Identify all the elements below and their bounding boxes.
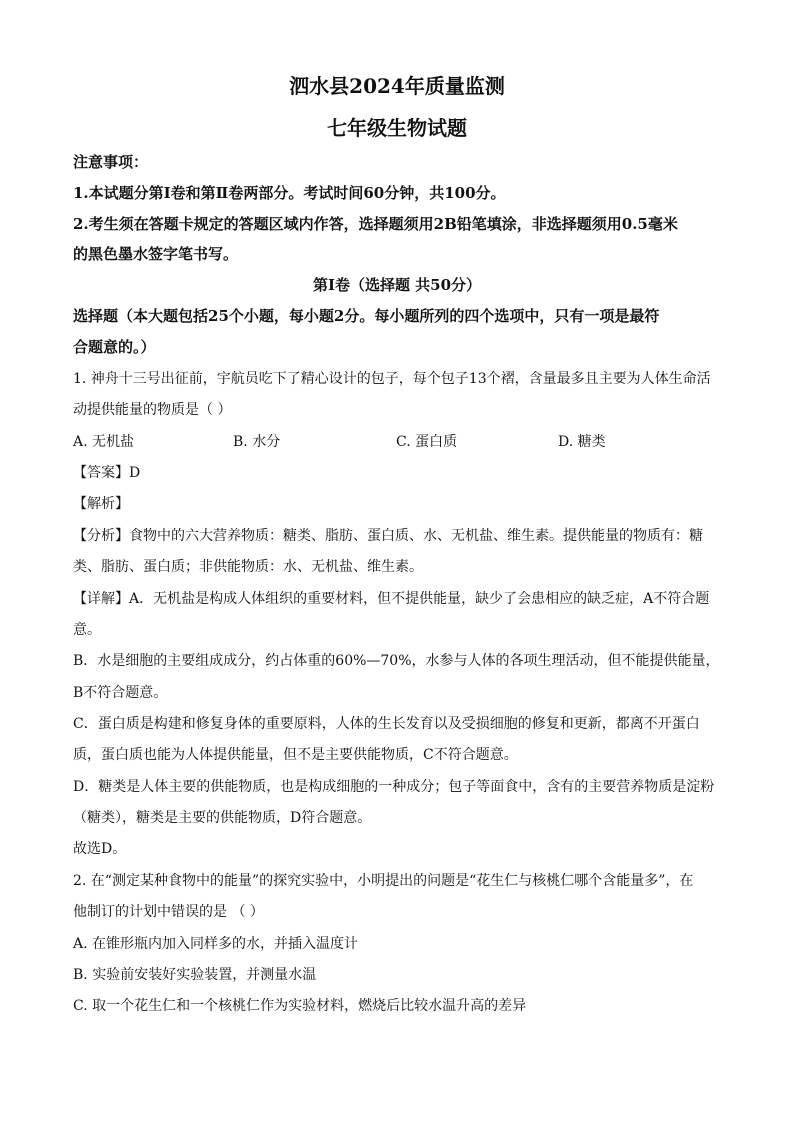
q1-stem-line1: 1. 神舟十三号出征前，宇航员吃下了精心设计的包子，每个包子13个褶，含量最多且主要为人体生命活 (73, 371, 711, 387)
q1-detail-d-line1: D．糖类是人体主要的供能物质，也是构成细胞的一种成分；包子等面食中，含有的主要营养物质是淀粉 (73, 779, 715, 795)
notice-heading: 注意事项： (73, 153, 149, 171)
section-intro-line2: 合题意的。） (73, 338, 156, 356)
q2-stem-line1: 2. 在“测定某种食物中的能量”的探究实验中，小明提出的问题是“花生仁与核桃仁哪个含能量多”，在 (73, 873, 694, 889)
q1-stem-line2: 动提供能量的物质是（ ） (73, 402, 232, 418)
section-intro-line1: 选择题（本大题包括25个小题，每小题2分。每小题所列的四个选项中，只有一项是最符 (73, 307, 660, 325)
q1-option-d: D. 糖类 (558, 434, 606, 450)
q1-detail-c-line1: C．蛋白质是构建和修复身体的重要原料，人体的生长发育以及受损细胞的修复和更新，都离不开蛋白 (73, 716, 700, 732)
q1-detail-a-line2: 意。 (73, 622, 101, 638)
notice-item-1: 1.本试题分第Ⅰ卷和第Ⅱ卷两部分。考试时间60分钟，共100分。 (73, 184, 506, 202)
q1-detail-a-line1: 【详解】A．无机盐是构成人体组织的重要材料，但不提供能量，缺少了会患相应的缺乏症，A不符合题 (73, 591, 710, 607)
q1-detail-d-line2: （糖类），糖类是主要的供能物质，D符合题意。 (73, 810, 372, 826)
q1-option-b: B. 水分 (233, 434, 281, 450)
q1-analysis-line1: 【分析】食物中的六大营养物质：糖类、脂肪、蛋白质、水、无机盐、维生素。提供能量的物质有：糖 (73, 528, 703, 544)
q1-answer: 【答案】D (73, 465, 141, 481)
q1-detail-b-line1: B．水是细胞的主要组成成分，约占体重的60%—70%，水参与人体的各项生理活动，但不能提供能量， (73, 653, 720, 669)
q1-detail-c-line2: 质，蛋白质也能为人体提供能量，但不是主要供能物质，C不符合题意。 (73, 747, 518, 763)
q1-detail-b-line2: B不符合题意。 (73, 685, 168, 701)
q1-analysis-label: 【解析】 (73, 496, 129, 512)
q1-analysis-line2: 类、脂肪、蛋白质；非供能物质：水、无机盐、维生素。 (73, 559, 423, 575)
section-title: 第Ⅰ卷（选择题 共50分） (312, 276, 482, 294)
q1-option-c: C. 蛋白质 (396, 434, 458, 450)
exam-subtitle: 七年级生物试题 (327, 116, 467, 140)
q2-option-c: C. 取一个花生仁和一个核桃仁作为实验材料，燃烧后比较水温升高的差异 (73, 998, 527, 1014)
notice-item-2-line1: 2.考生须在答题卡规定的答题区域内作答，选择题须用2B铅笔填涂，非选择题须用0.5毫米 (73, 215, 678, 233)
q2-stem-line2: 他制订的计划中错误的是 （ ） (73, 904, 264, 920)
notice-item-2-line2: 的黑色墨水签字笔书写。 (73, 245, 239, 263)
q1-option-a: A. 无机盐 (73, 434, 135, 450)
exam-title: 泗水县2024年质量监测 (289, 74, 505, 98)
q2-option-b: B. 实验前安装好实验装置，并测量水温 (73, 967, 317, 983)
q2-option-a: A. 在锥形瓶内加入同样多的水，并插入温度计 (73, 936, 359, 952)
q1-conclusion: 故选D。 (73, 841, 127, 857)
